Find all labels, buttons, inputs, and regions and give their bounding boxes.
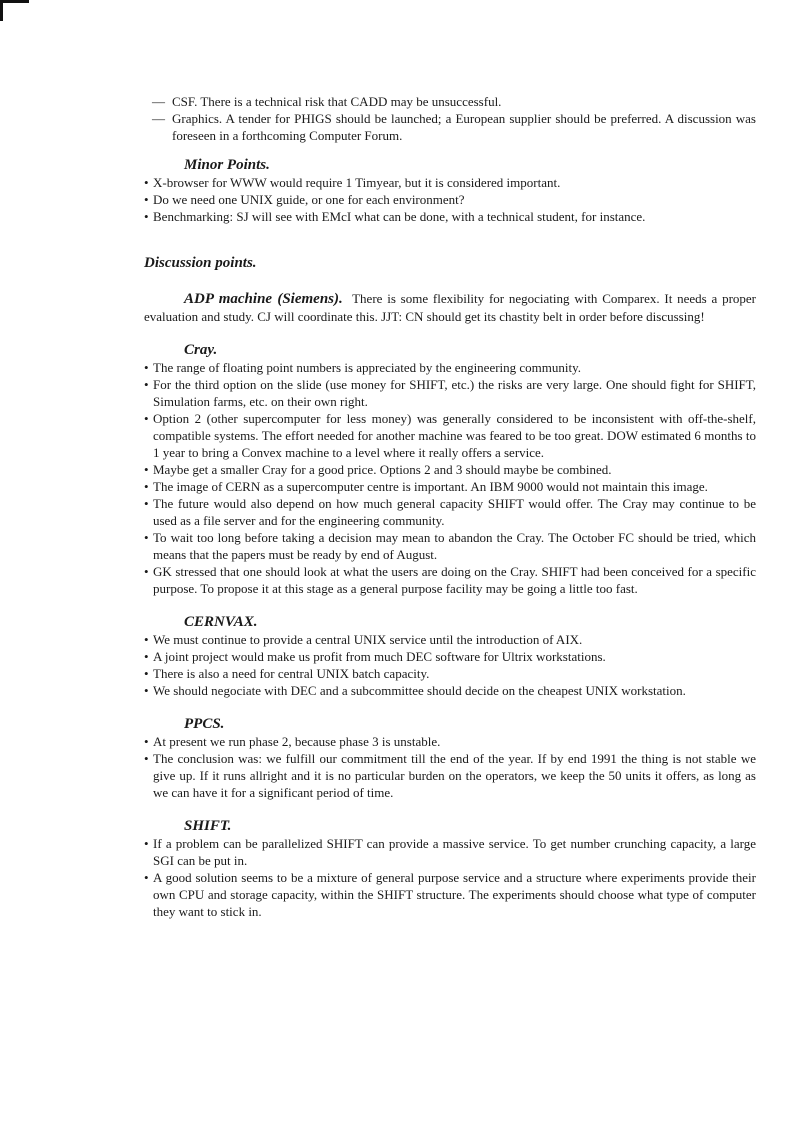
list-item: • GK stressed that one should look at what the users are doing on the Cray. SHIFT had been conceived for a specific purpose. To propose it at this stage as a general purpose facility may be going a little too fast. xyxy=(144,564,756,596)
list-item: • We should negociate with DEC and a subcommittee should decide on the cheapest UNIX workstation. xyxy=(144,683,686,698)
list-item: • A good solution seems to be a mixture of general purpose service and a structure where experiments provide their own CPU and storage capacity, within the SHIFT structure. The experiments should choose what type of computer they want to stick in. xyxy=(144,870,756,919)
minor-points-heading: Minor Points. xyxy=(184,157,270,173)
dash-item xyxy=(144,93,756,110)
cray-list xyxy=(144,359,756,597)
list-item: • A joint project would make us profit from much DEC software for Ultrix workstations. xyxy=(144,649,606,664)
list-item: • X-browser for WWW would require 1 Timyear, but it is considered important. xyxy=(144,175,561,190)
list-item: • If a problem can be parallelized SHIFT can provide a massive service. To get number crunching capacity, a large SGI can be put in. xyxy=(144,836,756,868)
document-page xyxy=(144,93,756,920)
list-item: • The conclusion was: we fulfill our commitment till the end of the year. If by end 1991 the thing is not stable we give up. If it runs allright and it is no particular burden on the operators, we keep the 50 units it offers, as long as we can have it for a significant period of time. xyxy=(144,751,756,800)
list-item: • The image of CERN as a supercomputer centre is important. An IBM 9000 would not maintain this image. xyxy=(144,479,708,494)
cernvax-heading: CERNVAX. xyxy=(184,614,258,630)
dash-item-graphics: Graphics. A tender for PHIGS should be launched; a European supplier should be preferred. A discussion was foreseen in a forthcoming Computer Forum. xyxy=(172,111,756,143)
cernvax-list xyxy=(144,631,756,699)
bullet: • xyxy=(144,209,149,224)
list-item: • Maybe get a smaller Cray for a good price. Options 2 and 3 should maybe be combined. xyxy=(144,462,612,477)
cray-heading: Cray. xyxy=(184,342,218,358)
list-item: • To wait too long before taking a decision may mean to abandon the Cray. The October FC should be tried, which means that the papers must be ready by end of August. xyxy=(144,530,756,562)
dash-marker: — xyxy=(152,94,165,109)
minor-points-list xyxy=(144,174,756,225)
dash-item-csf: CSF. There is a technical risk that CADD may be unsuccessful. xyxy=(172,94,502,109)
list-item: • Option 2 (other supercomputer for less money) was generally considered to be inconsistent with off-the-shelf, compatible systems. The effort needed for another machine was feared to be too great. DOW estimated 6 months to 1 year to bring a Convex machine to a level where it really offers a service. xyxy=(144,411,756,460)
bullet: • xyxy=(144,192,149,207)
shift-list xyxy=(144,835,756,920)
scan-corner-mark xyxy=(0,0,29,21)
dash-item xyxy=(144,110,756,144)
adp-heading: ADP machine (Siemens). xyxy=(184,291,343,307)
dash-marker: — xyxy=(152,111,165,126)
discussion-points-heading: Discussion points. xyxy=(144,255,257,271)
list-item: • There is also a need for central UNIX batch capacity. xyxy=(144,666,430,681)
list-item: • The range of floating point numbers is appreciated by the engineering community. xyxy=(144,360,582,375)
ppcs-list xyxy=(144,733,756,801)
list-item: • For the third option on the slide (use money for SHIFT, etc.) the risks are very large. One should fight for SHIFT, Simulation farms, etc. on their own right. xyxy=(144,377,756,409)
bullet: • xyxy=(144,175,149,190)
list-item: • At present we run phase 2, because phase 3 is unstable. xyxy=(144,734,441,749)
list-item: • Do we need one UNIX guide, or one for each environment? xyxy=(144,192,465,207)
list-item: • We must continue to provide a central UNIX service until the introduction of AIX. xyxy=(144,632,583,647)
shift-heading: SHIFT. xyxy=(184,818,232,834)
ppcs-heading: PPCS. xyxy=(184,716,225,732)
list-item: • The future would also depend on how much general capacity SHIFT would offer. The Cray may continue to be used as a file server and for the engineering community. xyxy=(144,496,756,528)
adp-paragraph xyxy=(144,290,756,325)
adp-text: There is some flexibility for negociating with Comparex. It needs a proper evaluation and study. CJ will coordinate this. JJT: CN should get its chastity belt in order before discussing! xyxy=(144,291,756,324)
list-item: • Benchmarking: SJ will see with EMcI what can be done, with a technical student, for instance. xyxy=(144,209,646,224)
